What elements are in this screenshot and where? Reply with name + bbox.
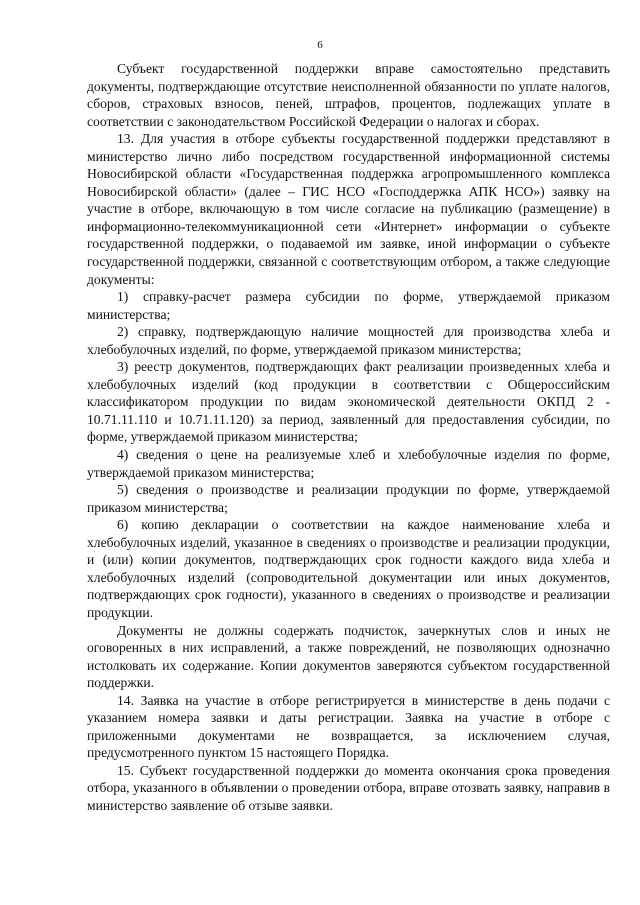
paragraph-15-withdrawal: 15. Субъект государственной поддержки до момента окончания срока проведения отбора, указанного в объявлении о проведении отбора, вправе отозвать заявку, направив в министерство заявление об отзыве заявки.	[87, 762, 610, 813]
list-item-2-capacity: 2) справку, подтверждающую наличие мощностей для производства хлеба и хлебобулочных изделий, по форме, утверждаемой приказом министерства;	[87, 324, 610, 357]
paragraph-13-application: 13. Для участия в отборе субъекты государственной поддержки представляют в министерство лично либо посредством государственной информационной системы Новосибирской области «Государственная поддержка агропромышленного комплекса Новосибирской области» (далее – ГИС НСО «Господдержка АПК НСО») заявку на участие в отборе, включающую в том числе согласие на публикацию (размещение) в информационно-телекоммуникационной сети «Интернет» информации о субъекте государственной поддержки, о подаваемой им заявке, иной информации о субъекте государственной поддержки, связанной с соответствующим отбором, а также следующие документы:	[87, 131, 610, 287]
paragraph-document-requirements: Документы не должны содержать подчисток, зачеркнутых слов и иных не оговоренных в них исправлений, а также повреждений, не позволяющих однозначно истолковать их содержание. Копии документов заверяются субъектом государственной поддержки.	[87, 622, 610, 691]
page-number: 6	[317, 39, 323, 51]
paragraph-tax-documents: Субъект государственной поддержки вправе самостоятельно представить документы, подтверждающие отсутствие неисполненной обязанности по уплате налогов, сборов, страховых взносов, пеней, штрафов, процентов, подлежащих уплате в соответствии с законодательством Российской Федерации о налогах и сборах.	[87, 61, 610, 129]
list-item-3-registry: 3) реестр документов, подтверждающих факт реализации произведенных хлеба и хлебобулочных изделий (код продукции в соответствии с Общероссийским классификатором продукции по видам экономической деятельности ОКПД 2 - 10.71.11.110 и 10.71.11.120) за период, заявленный для предоставления субсидии, по форме, утверждаемой приказом министерства;	[87, 359, 610, 445]
document-body	[87, 60, 610, 815]
list-item-4-price: 4) сведения о цене на реализуемые хлеб и хлебобулочные изделия по форме, утверждаемой приказом министерства;	[87, 447, 610, 480]
list-item-1-calculation: 1) справку-расчет размера субсидии по форме, утверждаемой приказом министерства;	[87, 289, 610, 322]
paragraph-14-registration: 14. Заявка на участие в отборе регистрируется в министерстве в день подачи с указанием номера заявки и даты регистрации. Заявка на участие в отборе с приложенными документами не возвращается, за исключением случая, предусмотренного пунктом 15 настоящего Порядка.	[87, 692, 610, 761]
list-item-6-declaration: 6) копию декларации о соответствии на каждое наименование хлеба и хлебобулочных изделий, указанное в сведениях о производстве и реализации продукции, и (или) копии документов, подтверждающих срок годности каждого вида хлеба и хлебобулочных изделий (сопроводительной документации или иных документов, подтверждающих срок годности), указанного в сведениях о производстве и реализации продукции.	[87, 517, 610, 620]
list-item-5-production: 5) сведения о производстве и реализации продукции по форме, утверждаемой приказом министерства;	[87, 482, 610, 515]
